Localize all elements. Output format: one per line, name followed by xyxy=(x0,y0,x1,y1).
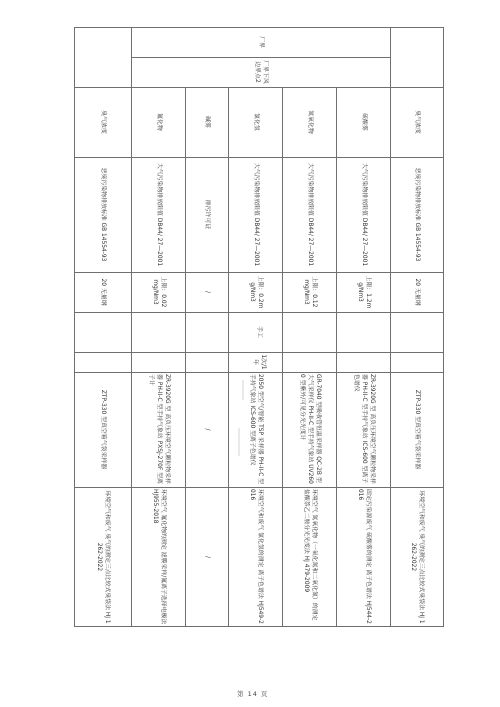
table-cell-method-standard: 环境空气和废气 臭气的测定三点比较式臭袋法 HJ 1262-2022 xyxy=(410,490,425,624)
table-cell-limit: 上限：1.2mg/Nm3 xyxy=(357,275,371,309)
table-cell-method-standard: 环境空气 氟化物的测定 滤膜采样/氟离子选择电极法 HJ955-2018 xyxy=(152,489,166,625)
rotated-table xyxy=(74,27,444,627)
table-cell-limit: 上限：0.02mg/Nm3 xyxy=(152,276,166,308)
table-cell-method-standard: 环境空气和废气 氯化氢的测定 离子色谱法 HJ549-2016 xyxy=(249,489,263,624)
table-cell-pollutant: 氮氧化物 xyxy=(307,110,313,134)
table-cell-pollutant: 硫酸雾 xyxy=(361,113,367,131)
table-cell-instrument: / xyxy=(204,428,211,431)
table-cell-pollutant: 臭气浓度 xyxy=(100,110,107,134)
table-cell-instrument: ZR-3920G 型 高负压环境空气颗粒物采样器 PH-II-C 型手持气象站 PXSJ-270F 型离子计 xyxy=(148,374,170,484)
seal-stamp-mark xyxy=(242,380,244,400)
monitoring-point-cell: 厂界下风边界点2 xyxy=(254,60,269,84)
table-cell-instrument: ZR-3920G 型 高负压环境空气颗粒物采样器 PH-II-C 型手持气象站 ICS-600 型离子色谱仪 xyxy=(353,374,375,484)
table-cell-method-standard: 环境空气和废气 臭气的测定三点比较式臭袋法 HJ 1262-2022 xyxy=(96,490,111,624)
table-cell-pollutant: 臭气浓度 xyxy=(414,110,421,134)
table-cell-standard: 排污许可证 xyxy=(204,199,211,230)
table-cell-pollutant: 碱雾 xyxy=(204,116,211,128)
table-cell-standard: 恶臭污染物排放标准 GB 14554-93 xyxy=(100,167,107,262)
page-number: 第 14 页 xyxy=(237,690,269,698)
boundary-cell: 厂界 xyxy=(258,36,265,48)
table-cell-standard: 大气污染物排放限值 DB44/ 27—2001 xyxy=(253,162,259,267)
table-cell-instrument: ZTP-330 型真空箱气袋采样器 xyxy=(100,389,107,470)
table-cell-standard: 大气污染物排放限值 DB44/ 27—2001 xyxy=(307,162,313,267)
table-cell-standard: 大气污染物排放限值 DB44/ 27—2001 xyxy=(361,162,367,267)
table-cell-method-standard: 环境空气 氮氧化物（一氧化氮和二氧化氮）的测定 盐酸萘乙二胺分光光度法 HJ 479-2009 xyxy=(303,489,317,621)
table-cell-standard: 大气污染物排放限值 DB44/ 27—2001 xyxy=(156,162,162,267)
table-cell-pollutant: 氟化物 xyxy=(156,113,162,131)
table-cell-limit: / xyxy=(204,291,211,293)
table-cell-method-standard: 固定污染源废气 硫酸雾的测定 离子色谱法 HJ544-2016 xyxy=(357,489,371,624)
table-cell-instrument: GR-7040 型吸收管恒温采样器 QC-2B 型大气采样仪 PH-II-C 型手持气象站 UV2600 型紫外/可见分光光度计 xyxy=(299,374,321,484)
table-cell-pollutant: 氯化氢 xyxy=(253,113,259,131)
table-cell-instrument: 2050 型空气/智能 TSP 采样器 PH-II-C 型手持气象站 ICS-600 型离子色谱仪 xyxy=(249,374,263,485)
table-cell-method-standard: / xyxy=(204,556,211,558)
frequency-cell: 1次/1年 xyxy=(252,354,266,370)
table-cell-instrument: ZTP-330 型真空箱气袋采样器 xyxy=(414,389,421,470)
table-cell-limit: 20 无量纲 xyxy=(414,278,421,306)
table-cell-limit: 20 无量纲 xyxy=(100,278,107,306)
method-cell: 手工 xyxy=(256,326,262,338)
table-cell-standard: 恶臭污染物排放标准 GB 14554-93 xyxy=(414,167,421,262)
seal-stamp-mark xyxy=(238,428,240,456)
table-cell-limit: 上限：0.12mg/Nm3 xyxy=(303,276,317,308)
table-cell-limit: 上限：0.2mg/Nm3 xyxy=(249,275,263,309)
